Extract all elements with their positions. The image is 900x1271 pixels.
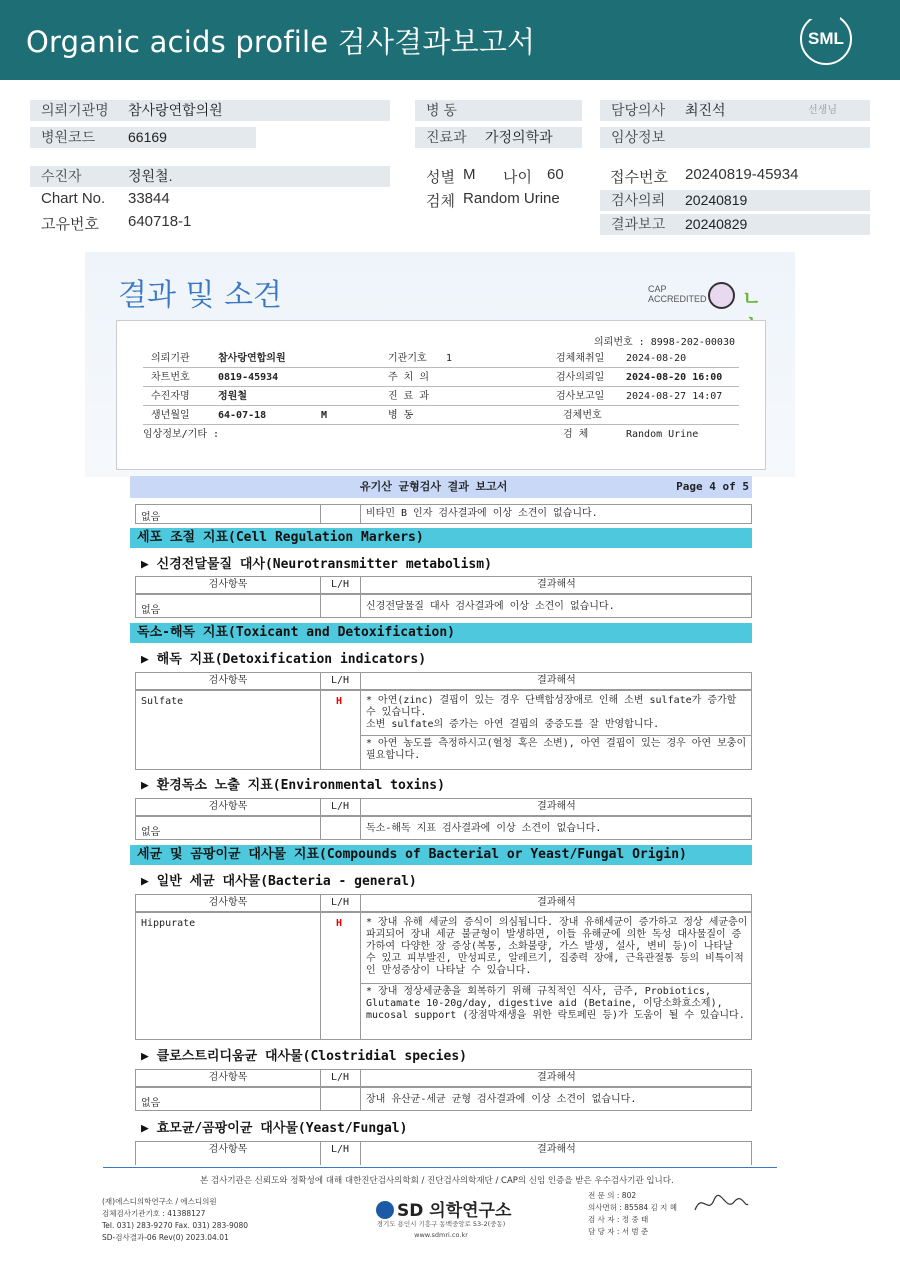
doctor-row: 담당의사 최진석 선생님 [600,100,870,121]
req-date-row: 검사의뢰 20240819 [600,190,870,211]
page-indicator: Page 4 of 5 [676,480,749,493]
top-banner [0,0,900,80]
dept-row: 진료과 가정의학과 [415,127,582,148]
sd-logo: SD 의학연구소 [376,1196,511,1221]
hospital-code-row: 병원코드 66169 [30,127,256,148]
result-date-row: 결과보고 20240829 [600,214,870,235]
table-header: 검사항목 L/H 결과해석 [135,576,752,594]
patient-row: 수진자 정원철. [30,166,390,187]
doctor-value: 최진석 [685,102,726,118]
section-cell-regulation: 세포 조절 지표(Cell Regulation Markers) [130,528,752,548]
ward-row: 병 동 [415,100,582,121]
footer: 본 검사기관은 신뢰도와 정확성에 대해 대한진단검사의학회 / 진단검사의학재단 / CAP의 신임 인증을 받은 우수검사기관 입니다. (재)에스디의학연구소 / 에스디의원 검체검사기관기호 : 41388127 Tel. 031) 283-9270 Fax. 031) 283-9080 SD-검사결과-06 Rev(0) 2023.04.01 SD 의학연구소 경기도 용인시 기흥구 동백중앙로 53-2(중동) www.sdmri.co.kr 전 문 의 : 802 의사면허 : 85584 김 지 혜 검 사 자 : 정 중 태 담 당 자 : 서 범 준 [0,1170,900,1271]
info-row: 차트번호 0819-45934 주 치 의 검사의뢰일 2024-08-20 16:00 [143,368,739,387]
table-header: 검사항목 L/H 결과해석 [135,894,752,912]
section-toxicant: 독소-해독 지표(Toxicant and Detoxification) [130,623,752,643]
section-bacterial: 세균 및 곰팡이균 대사물 지표(Compounds of Bacterial or Yeast/Fungal Origin) [130,845,752,865]
table-header: 검사항목 L/H 결과해석 [135,672,752,690]
table-row: Sulfate H * 아연(zinc) 결핍이 있는 경우 단백합성장애로 인해 소변 sulfate가 증가할 수 있습니다. 소변 sulfate의 증가는 아연 결핍의 중증도를 잘 반영합니다. * 아연 농도를 측정하시고(혈청 혹은 소변), 아연 결핍이 있는 경우 아연 보충이 필요합니다. [135,690,752,770]
report-header-bar: 유기산 균형검사 결과 보고서 Page 4 of 5 [130,476,752,498]
table-row: 없음 신경전달물질 대사 검사결과에 이상 소견이 없습니다. [135,594,752,618]
table-header: 검사항목 L/H 결과해석 [135,1141,752,1165]
specimen-info-box: 의뢰번호 : 8998-202-00030 의뢰기관 참사랑연합의원 기관기호 1 검체채취일 2024-08-20 차트번호 0819-45934 주 치 의 검사의뢰일 2024-08-20 16:00 수진자명 정원철 진 료 과 검사보고일 2024-08-27 14:07 생년월일 64-07-18 M 병 동 검체번호 임상정보/기타 : 검 체 Random Urine [116,320,766,470]
subsection-clostridial: ▶ 클로스트리디움균 대사물(Clostridial species) [141,1049,467,1064]
info-row: 의뢰기관 참사랑연합의원 기관기호 1 검체채취일 2024-08-20 [143,349,739,368]
subsection-neurotransmitter: ▶ 신경전달물질 대사(Neurotransmitter metabolism) [141,557,492,572]
clinical-row: 임상정보 [600,127,870,148]
table-row: 없음 독소-해독 지표 검사결과에 이상 소견이 없습니다. [135,816,752,840]
info-row: 수진자명 정원철 진 료 과 검사보고일 2024-08-27 14:07 [143,387,739,406]
table-header: 검사항목 L/H 결과해석 [135,798,752,816]
lab-logo-icon: ㄴ [742,288,762,310]
info-row: 임상정보/기타 : 검 체 Random Urine [143,429,699,440]
subsection-environmental: ▶ 환경독소 노출 지표(Environmental toxins) [141,778,445,793]
table-row: Hippurate H * 장내 유해 세균의 증식이 의심됩니다. 장내 유해세균이 증가하고 정상 세균층이 파괴되어 장내 세균 불균형이 발생하면, 이들 유해균에 의한 독성 대사물질이 증가하여 다양한 장 증상(복통, 소화불량, 가스 발생, 설사, 변비 등)이 나타날 수 있고 피부발진, 만성피로, 알레르기, 집중력 장애, 근육관절통 등의 비특이적인 만성증상이 나타날 수 있습니다. * 장내 정상세균총을 회복하기 위해 규칙적인 식사, 금주, Probiotics, Glutamate 10-20g/day, digestive aid (Betaine, 이당소화효소제), mucosal support (장점막재생을 위한 락토페린 등)가 도움이 될 수 있습니다. [135,912,752,1040]
institution-row: 의뢰기관명 참사랑연합의원 [30,100,390,121]
institution-value: 참사랑연합의원 [128,102,223,118]
signature-icon [690,1190,750,1218]
table-row: 없음 장내 유산균-세균 균형 검사결과에 이상 소견이 없습니다. [135,1087,752,1111]
report-title: Organic acids profile 검사결과보고서 [26,25,536,59]
report-document [85,252,795,1177]
info-row: 생년월일 64-07-18 M 병 동 검체번호 [143,406,739,425]
subsection-yeast: ▶ 효모균/곰팡이균 대사물(Yeast/Fungal) [141,1121,408,1136]
seal-icon [708,282,735,309]
table-header: 검사항목 L/H 결과해석 [135,1069,752,1087]
sd-logo-icon [376,1201,394,1219]
accreditation-badges [648,280,768,312]
sml-logo-icon: SML [800,13,852,65]
table-row: 없음 비타민 B 인자 검사결과에 이상 소견이 없습니다. [135,504,752,524]
cap-badge-icon: CAP ACCREDITED [648,284,707,304]
subsection-bacteria-general: ▶ 일반 세균 대사물(Bacteria - general) [141,874,417,889]
result-title: 결과 및 소견 [118,278,282,313]
subsection-detox: ▶ 해독 지표(Detoxification indicators) [141,652,427,667]
